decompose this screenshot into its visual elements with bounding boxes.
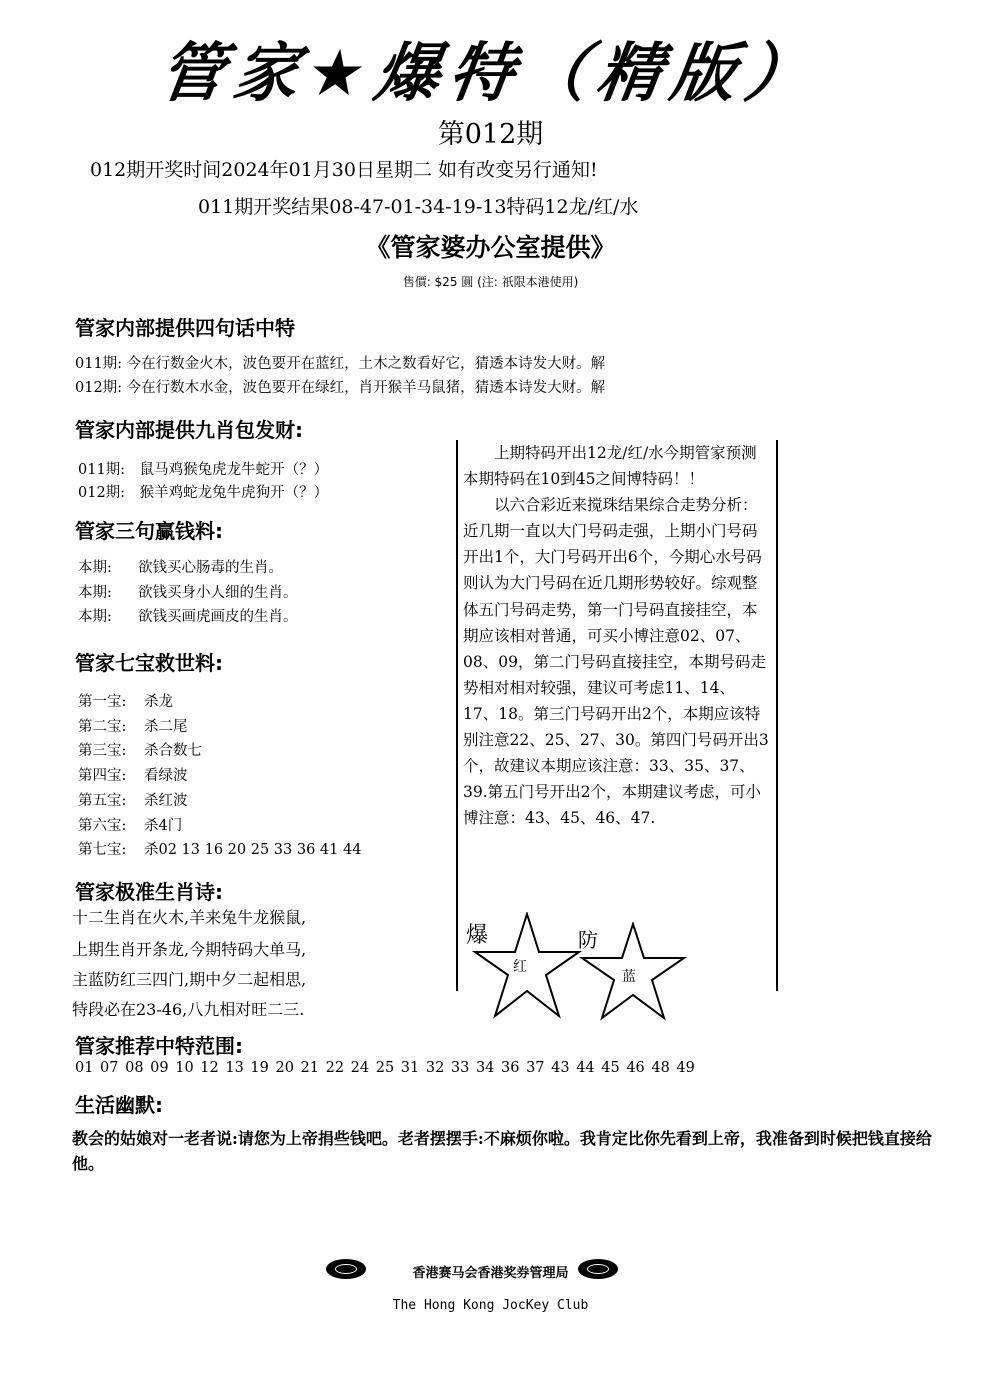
row-text: 欲钱买身小人细的生肖。 — [138, 585, 298, 601]
issue-number: 第012期 — [437, 119, 544, 150]
row-text: 杀4门 — [144, 818, 183, 834]
row-text: 杀合数七 — [144, 743, 202, 759]
poem-line: 上期生肖开条龙,今期特码大单马, — [72, 940, 307, 959]
star-label-bao: 爆 — [466, 923, 489, 948]
nine-row — [78, 458, 328, 479]
humor-text: 教会的姑娘对一老者说:请您为上帝捐些钱吧。老者摆摆手:不麻烦你啦。我肯定比你先看到上帝，我准备到时候把钱直接给他。 — [72, 1129, 932, 1173]
row-text: 杀龙 — [144, 694, 173, 710]
last-result: 011期开奖结果08-47-01-34-19-13特码12龙/红/水 — [198, 196, 639, 218]
seven-row — [78, 764, 188, 785]
four-line-row: 012期: 今在行数木水金，波色要开在绿红，肖开猴羊马鼠猪，猜透本诗发大财。解 — [75, 380, 606, 396]
section-four-title: 管家内部提供四句话中特 — [75, 316, 295, 340]
masthead-title: 管家★爆特（精版） — [154, 37, 825, 111]
four-line-row: 011期: 今在行数金火木，波色要开在蓝红，土木之数看好它，猜透本诗发大财。解 — [75, 356, 606, 372]
footer-org: 香港赛马会香港奖券管理局 — [412, 1266, 569, 1281]
row-text: 杀二尾 — [144, 719, 188, 735]
row-label: 第七宝: — [78, 842, 127, 858]
row-label: 第四宝: — [78, 768, 127, 784]
row-label: 第三宝: — [78, 743, 127, 759]
row-label: 本期: — [78, 585, 112, 601]
section-range-title: 管家推荐中特范围: — [75, 1034, 243, 1058]
row-label: 本期: — [78, 609, 112, 625]
poem-line: 主蓝防红三四门,期中夕二起相思, — [72, 970, 307, 989]
row-label: 第六宝: — [78, 818, 127, 834]
star-label-fang: 防 — [578, 928, 598, 952]
row-text: 猴羊鸡蛇龙兔牛虎狗开（？） — [139, 485, 329, 501]
provider-line: 《管家婆办公室提供》 — [365, 233, 616, 262]
star-inner-blue: 蓝 — [622, 969, 636, 985]
three-row — [78, 605, 298, 626]
row-text: 欲钱买画虎画皮的生肖。 — [138, 609, 298, 625]
three-row — [78, 556, 283, 577]
seven-row — [78, 739, 202, 760]
jockey-club-logo-icon — [578, 1259, 618, 1279]
analysis-para-1: 上期特码开出12龙/红/水今期管家预测本期特码在10到45之间博特码！！ — [463, 444, 757, 489]
row-label: 本期: — [78, 560, 112, 576]
price-line: 售價: $25 圓 (注: 祇限本港使用) — [402, 275, 579, 289]
row-label: 012期: — [78, 485, 126, 501]
row-text: 鼠马鸡猴兔虎龙牛蛇开（？） — [139, 462, 329, 478]
seven-row — [78, 838, 362, 859]
analysis-text — [463, 440, 769, 831]
star-icon — [472, 912, 582, 1020]
row-label: 011期: — [78, 462, 126, 478]
range-numbers: 01 07 08 09 10 12 13 19 20 21 22 24 25 31 32 33 34 36 37 43 44 45 46 48 49 — [75, 1060, 695, 1076]
row-label: 第二宝: — [78, 719, 127, 735]
seven-row — [78, 814, 183, 835]
nine-row — [78, 481, 328, 502]
star-inner-red: 红 — [513, 959, 527, 975]
row-label: 第五宝: — [78, 793, 127, 809]
row-text: 杀02 13 16 20 25 33 36 41 44 — [144, 842, 362, 858]
row-text: 杀红波 — [144, 793, 188, 809]
row-label: 第一宝: — [78, 694, 127, 710]
section-nine-title: 管家内部提供九肖包发财: — [75, 418, 303, 442]
section-seven-title: 管家七宝救世料: — [75, 651, 223, 675]
section-humor-title: 生活幽默: — [75, 1093, 163, 1117]
section-three-title: 管家三句赢钱料: — [75, 519, 223, 543]
seven-row — [78, 690, 173, 711]
analysis-para-2: 以六合彩近来搅珠结果综合走势分析：近几期一直以大门号码走强，上期小门号码开出1个，大门号码开出6个，今期心水号码则认为大门号码在近几期形势较好。综观整体五门号码走势，第一门号码直接挂空，本期应该相对普通，可买小博注意02、07、08、09，第二门号码直接挂空，本期号码走势相对相对较强，建议可考虑11、14、17、18。第三门号码开出2个，本期应该特别注意22、25、27、30。第四门号码开出3个，故建议本期应该注意：33、35、37、39.第五门号开出2个，本期建议考虑，可小博注意：43、45、46、47. — [463, 496, 769, 828]
footer-club: The Hong Kong JocKey Club — [392, 1298, 589, 1313]
seven-row — [78, 715, 188, 736]
section-poem-title: 管家极准生肖诗: — [75, 880, 223, 904]
seven-row — [78, 789, 188, 810]
poem-line: 十二生肖在火木,羊来兔牛龙猴鼠, — [72, 908, 307, 927]
draw-notice: 012期开奖时间2024年01月30日星期二 如有改变另行通知! — [90, 159, 598, 181]
three-row — [78, 581, 298, 602]
poem-line: 特段必在23-46,八九相对旺二三. — [72, 1000, 305, 1019]
row-text: 欲钱买心肠毒的生肖。 — [138, 560, 283, 576]
row-text: 看绿波 — [144, 768, 188, 784]
